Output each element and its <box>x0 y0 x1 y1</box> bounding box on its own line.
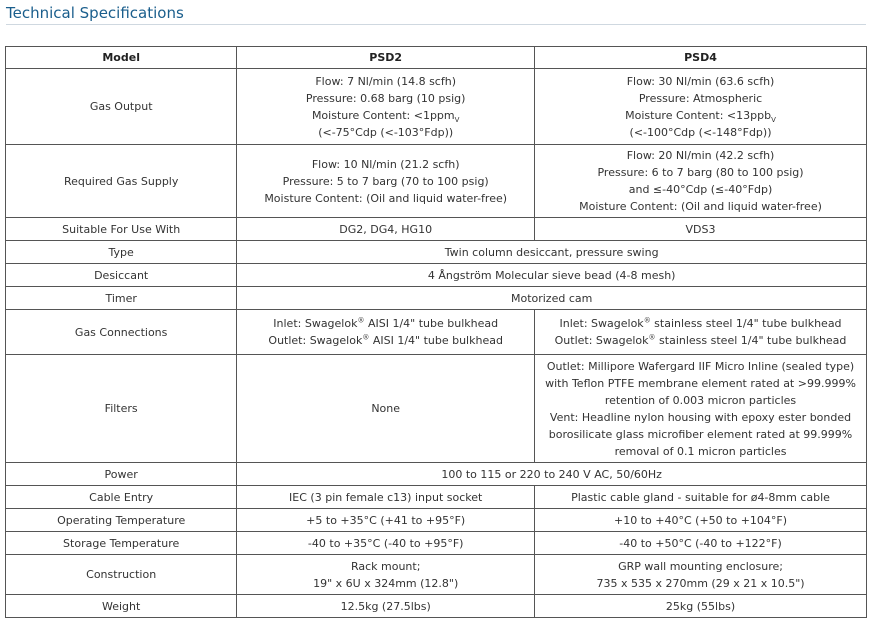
row-label: Weight <box>6 595 237 618</box>
cell-psd2: 12.5kg (27.5lbs) <box>237 595 535 618</box>
cell-psd2: DG2, DG4, HG10 <box>237 218 535 241</box>
cell-psd2: None <box>237 355 535 463</box>
cell-psd4: 25kg (55lbs) <box>535 595 867 618</box>
row-label: Desiccant <box>6 264 237 287</box>
row-label: Type <box>6 241 237 264</box>
cell-psd4: Outlet: Millipore Wafergard IIF Micro Inline (sealed type) with Teflon PTFE membrane element rated at >99.999% retention of 0.003 micron particles Vent: Headline nylon housing with epoxy ester bonded borosilicate glass microfiber element rated at 99.999% removal of 0.1 micron particles <box>535 355 867 463</box>
row-desiccant <box>6 264 867 287</box>
cell-psd2: -40 to +35°C (-40 to +95°F) <box>237 532 535 555</box>
cell-psd4: Flow: 20 Nl/min (42.2 scfh) Pressure: 6 to 7 barg (80 to 100 psig) and ≤-40°Cdp (≤-40°Fdp) Moisture Content: (Oil and liquid water-free) <box>535 145 867 218</box>
row-construction <box>6 555 867 595</box>
title-divider <box>6 24 866 25</box>
row-label: Required Gas Supply <box>6 145 237 218</box>
row-label: Filters <box>6 355 237 463</box>
cell-psd2: +5 to +35°C (+41 to +95°F) <box>237 509 535 532</box>
row-label: Power <box>6 463 237 486</box>
row-cable-entry <box>6 486 867 509</box>
row-gas-connections <box>6 310 867 355</box>
specifications-table <box>5 46 867 618</box>
cell-psd4: Inlet: Swagelok® stainless steel 1/4" tube bulkhead Outlet: Swagelok® stainless steel 1/4" tube bulkhead <box>535 310 867 355</box>
header-psd2: PSD2 <box>237 47 535 69</box>
row-timer <box>6 287 867 310</box>
row-label: Storage Temperature <box>6 532 237 555</box>
cell-shared: 100 to 115 or 220 to 240 V AC, 50/60Hz <box>237 463 867 486</box>
row-required-gas-supply <box>6 145 867 218</box>
row-label: Cable Entry <box>6 486 237 509</box>
cell-psd4: -40 to +50°C (-40 to +122°F) <box>535 532 867 555</box>
row-operating-temperature <box>6 509 867 532</box>
row-storage-temperature <box>6 532 867 555</box>
cell-psd4: Flow: 30 Nl/min (63.6 scfh) Pressure: Atmospheric Moisture Content: <13ppb$_V$ (<-100°Cdp (<-148°Fdp)) <box>535 69 867 145</box>
cell-psd2: IEC (3 pin female c13) input socket <box>237 486 535 509</box>
row-type <box>6 241 867 264</box>
row-gas-output <box>6 69 867 145</box>
cell-shared: 4 Ångström Molecular sieve bead (4-8 mesh) <box>237 264 867 287</box>
row-power <box>6 463 867 486</box>
page-title: Technical Specifications <box>6 4 184 22</box>
row-suitable-for-use-with <box>6 218 867 241</box>
cell-psd4: +10 to +40°C (+50 to +104°F) <box>535 509 867 532</box>
cell-psd2: Inlet: Swagelok® AISI 1/4" tube bulkhead Outlet: Swagelok® AISI 1/4" tube bulkhead <box>237 310 535 355</box>
header-model: Model <box>6 47 237 69</box>
cell-psd2: Rack mount; 19" x 6U x 324mm (12.8") <box>237 555 535 595</box>
row-label: Suitable For Use With <box>6 218 237 241</box>
row-label: Gas Connections <box>6 310 237 355</box>
row-label: Operating Temperature <box>6 509 237 532</box>
cell-psd4: GRP wall mounting enclosure; 735 x 535 x 270mm (29 x 21 x 10.5") <box>535 555 867 595</box>
row-label: Timer <box>6 287 237 310</box>
header-row <box>6 47 867 69</box>
cell-psd2: Flow: 7 Nl/min (14.8 scfh) Pressure: 0.68 barg (10 psig) Moisture Content: <1ppm$_V$ (<-75°Cdp (<-103°Fdp)) <box>237 69 535 145</box>
row-filters <box>6 355 867 463</box>
cell-psd2: Flow: 10 Nl/min (21.2 scfh) Pressure: 5 to 7 barg (70 to 100 psig) Moisture Content: (Oil and liquid water-free) <box>237 145 535 218</box>
row-weight <box>6 595 867 618</box>
row-label: Gas Output <box>6 69 237 145</box>
cell-shared: Motorized cam <box>237 287 867 310</box>
cell-shared: Twin column desiccant, pressure swing <box>237 241 867 264</box>
cell-psd4: Plastic cable gland - suitable for ø4-8mm cable <box>535 486 867 509</box>
row-label: Construction <box>6 555 237 595</box>
header-psd4: PSD4 <box>535 47 867 69</box>
cell-psd4: VDS3 <box>535 218 867 241</box>
